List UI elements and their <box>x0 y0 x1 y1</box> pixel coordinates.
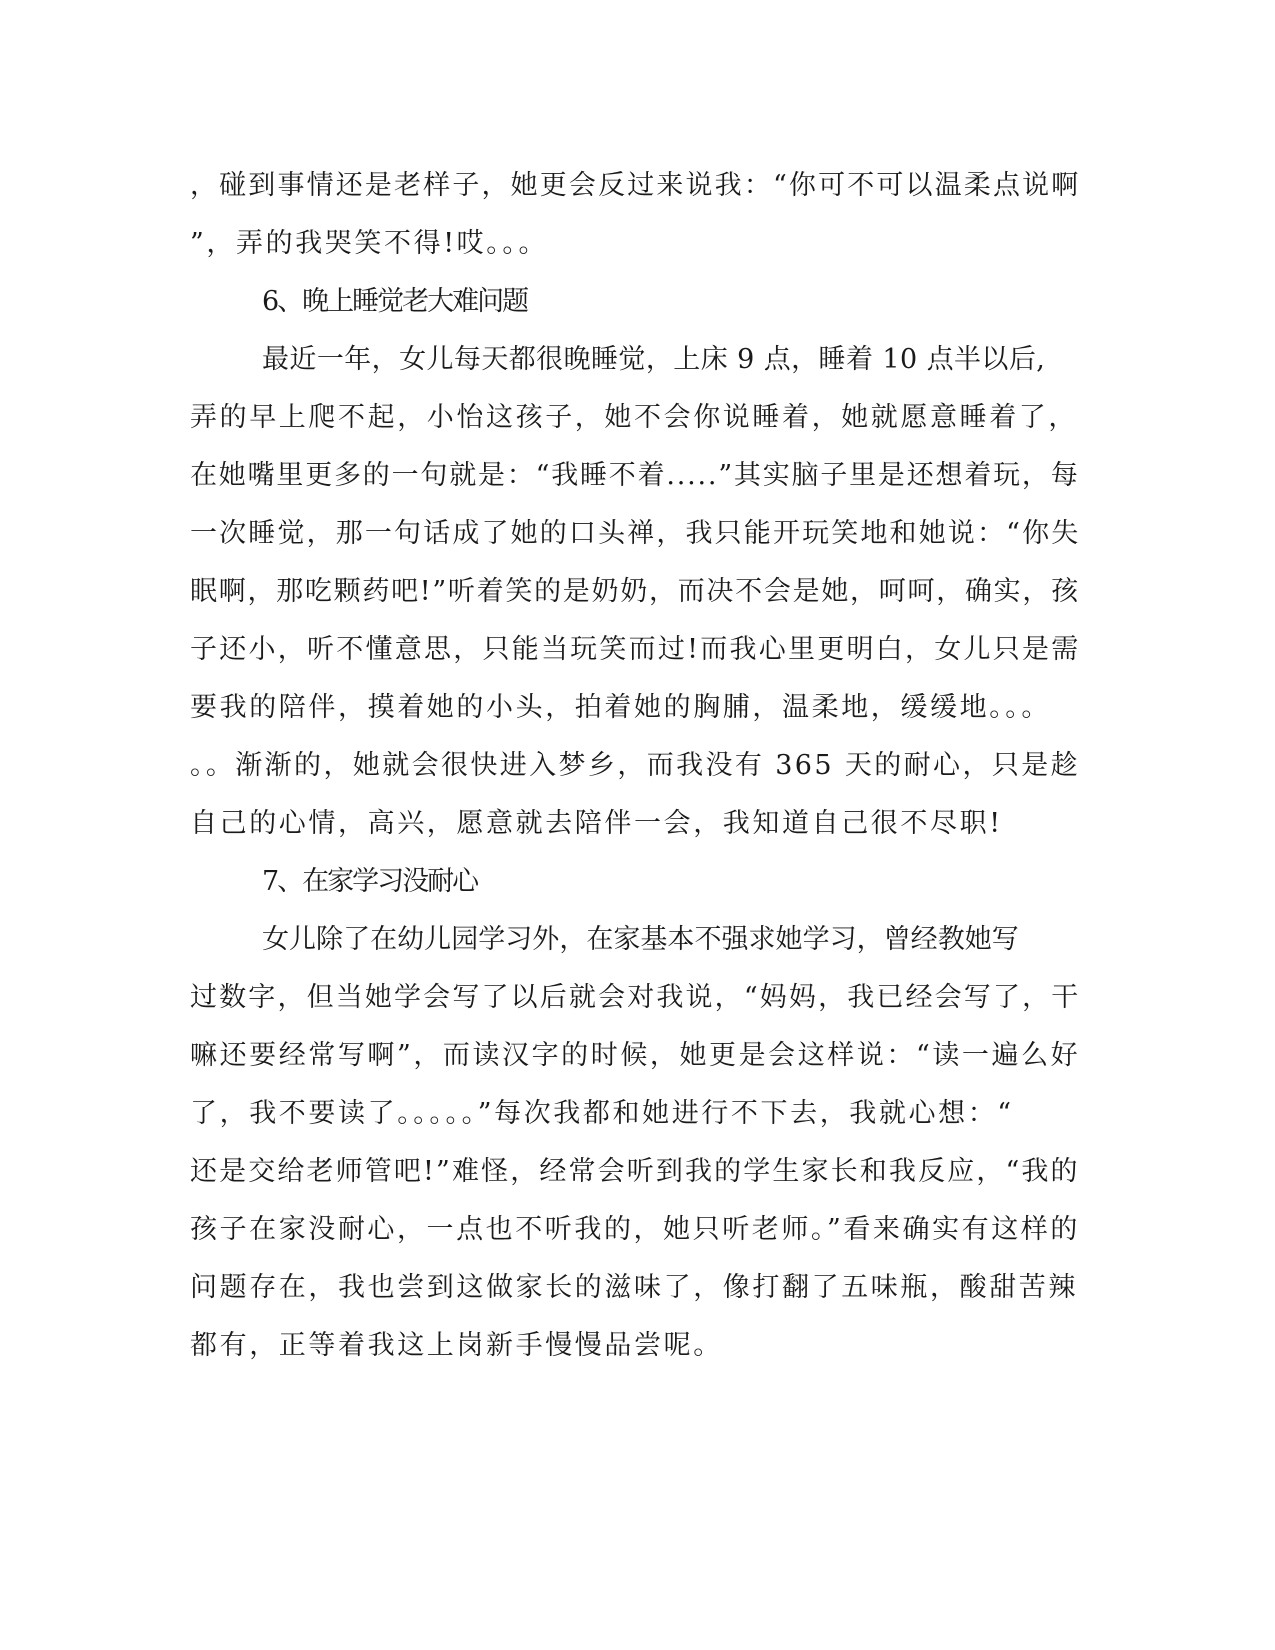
text-line-8: 眠啊，那吃颗药吧!”听着笑的是奶奶，而决不会是她，呵呵，确实，孩 <box>190 576 1080 607</box>
text-line-6: 在她嘴里更多的一句就是：“我睡不着.....”其实脑子里是还想着玩，每 <box>190 460 1080 491</box>
text-line-15: 过数字，但当她学会写了以后就会对我说，“妈妈，我已经会写了，干 <box>190 982 1081 1013</box>
text-line-12: 自己的心情，高兴，愿意就去陪伴一会，我知道自己很不尽职! <box>190 808 1003 839</box>
text-line-17: 了，我不要读了。。。。。”每次我都和她进行不下去，我就心想：“ <box>190 1098 1014 1129</box>
text-line-4: 最近一年，女儿每天都很晚睡觉，上床 9 点，睡着 10 点半以后, <box>262 344 1046 375</box>
text-line-21: 都有，正等着我这上岗新手慢慢品尝呢。 <box>190 1330 723 1361</box>
text-line-19: 孩子在家没耐心，一点也不听我的，她只听老师。”看来确实有这样的 <box>190 1214 1080 1245</box>
text-line-1: ，碰到事情还是老样子，她更会反过来说我：“你可不可以温柔点说啊 <box>190 170 1081 201</box>
text-line-10: 要我的陪伴，摸着她的小头，拍着她的胸脯，温柔地，缓缓地。。。 <box>190 692 1051 723</box>
text-line-20: 问题存在，我也尝到这做家长的滋味了，像打翻了五味瓶，酸甜苦辣 <box>190 1272 1078 1303</box>
text-line-18: 还是交给老师管吧!”难怪，经常会听到我的学生家长和我反应，“我的 <box>190 1156 1080 1187</box>
section-heading-6: 6、晚上睡觉老大难问题 <box>262 286 528 317</box>
text-line-2: ”，弄的我哭笑不得!哎。。。 <box>190 228 549 259</box>
text-line-9: 子还小，听不懂意思，只能当玩笑而过!而我心里更明白，女儿只是需 <box>190 634 1081 665</box>
section-heading-7: 7、在家学习没耐心 <box>262 866 478 897</box>
text-line-14: 女儿除了在幼儿园学习外，在家基本不强求她学习，曾经教她写 <box>262 924 1019 955</box>
text-line-16: 嘛还要经常写啊”，而读汉字的时候，她更是会这样说：“读一遍么好 <box>190 1040 1081 1071</box>
text-line-7: 一次睡觉，那一句话成了她的口头禅，我只能开玩笑地和她说：“你失 <box>190 518 1081 549</box>
text-line-11: 。。渐渐的，她就会很快进入梦乡，而我没有 365 天的耐心，只是趁 <box>190 750 1080 781</box>
text-line-5: 弄的早上爬不起，小怡这孩子，她不会你说睡着，她就愿意睡着了， <box>190 402 1078 433</box>
